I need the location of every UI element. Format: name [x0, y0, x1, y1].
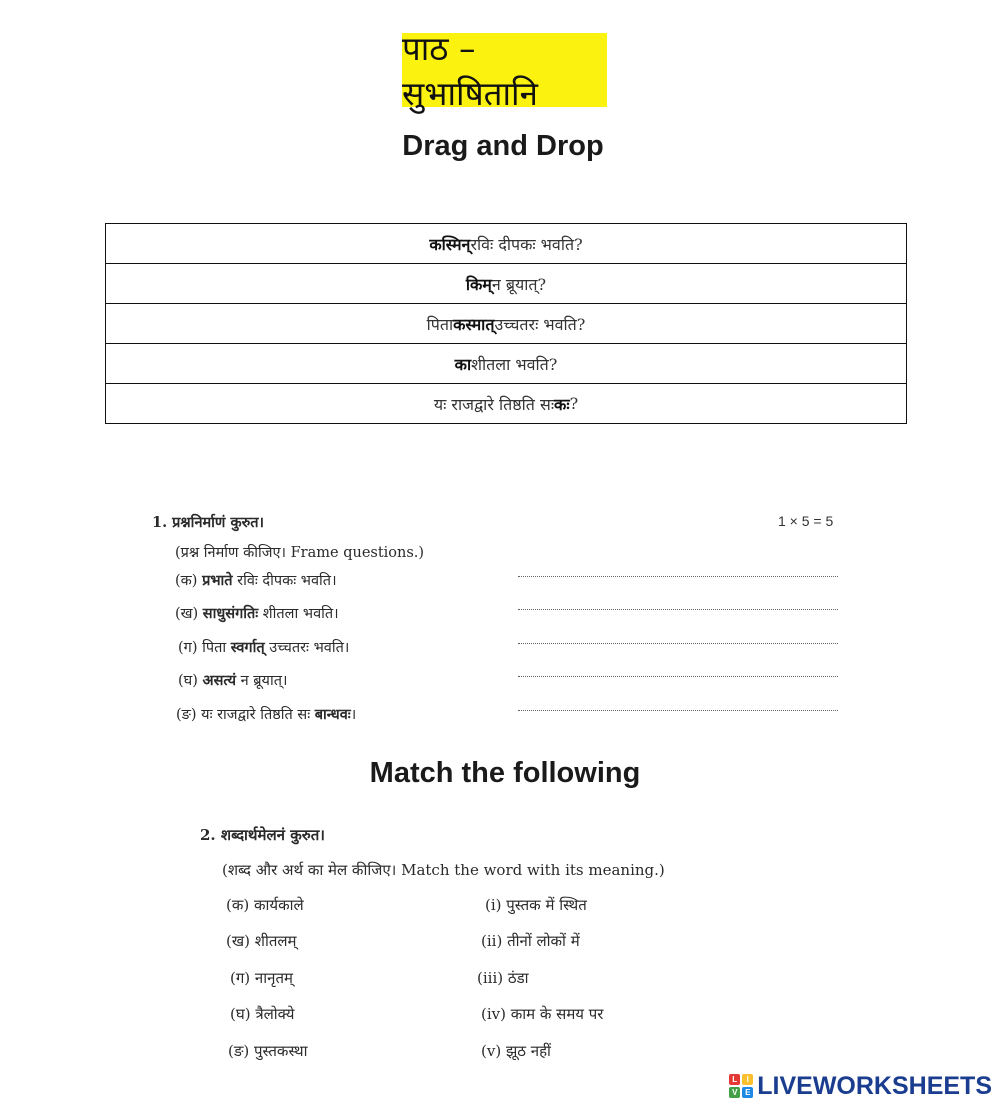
row-keyword: किम् [465, 274, 492, 294]
item-label: (घ) [178, 673, 198, 689]
question-item [178, 637, 349, 657]
logo-cell: V [729, 1087, 740, 1098]
table-row[interactable] [106, 304, 906, 344]
table-row[interactable] [106, 264, 906, 304]
item-text: । [350, 707, 357, 723]
table-row[interactable] [106, 224, 906, 264]
drag-drop-heading: Drag and Drop [402, 130, 604, 162]
title-box [402, 29, 607, 113]
section1-title: 1. प्रश्ननिर्माणं कुरुत। [152, 514, 265, 531]
item-label: (ग) [178, 640, 198, 656]
logo-cell: I [742, 1074, 753, 1085]
row-keyword: कः [554, 394, 570, 414]
question-item [178, 670, 287, 690]
row-keyword: कस्मिन् [429, 234, 471, 254]
item-keyword: स्वर्गात् [230, 639, 265, 656]
item-label: (ख) [175, 606, 199, 622]
match-left-item[interactable]: (क) कार्यकाले [226, 896, 304, 914]
item-text: न ब्रूयात्। [236, 673, 288, 689]
logo-grid-icon [729, 1074, 753, 1098]
match-left-item[interactable]: (ख) शीतलम् [226, 932, 297, 950]
match-left-item[interactable]: (ग) नानृतम् [230, 969, 293, 987]
section2-title: 2. शब्दार्थमेलनं कुरुत। [200, 826, 325, 844]
item-label: (ङ) [176, 707, 197, 723]
answer-line[interactable] [518, 609, 838, 610]
question-table [105, 223, 907, 424]
row-text: उच्चतरः भवति? [494, 314, 586, 334]
logo-text: LIVEWORKSHEETS [757, 1071, 992, 1100]
row-text: पिता [426, 314, 454, 334]
row-text: शीतला भवति? [471, 354, 558, 374]
item-keyword: बान्धवः [314, 706, 351, 723]
page-title: पाठ – सुभाषितानि [402, 29, 538, 113]
item-text: रविः दीपकः भवति। [232, 573, 337, 589]
answer-line[interactable] [518, 643, 838, 644]
match-left-item[interactable]: (घ) त्रैलोक्ये [230, 1005, 295, 1023]
item-text: उच्चतरः भवति। [264, 640, 350, 656]
item-text: शीतला भवति। [258, 606, 339, 622]
match-right-item[interactable]: (iv) काम के समय पर [481, 1005, 604, 1023]
match-right-item[interactable]: (iii) ठंडा [477, 969, 529, 987]
answer-line[interactable] [518, 676, 838, 677]
item-label: (क) [175, 573, 198, 589]
row-text: ? [569, 394, 579, 413]
liveworksheets-logo [729, 1071, 992, 1101]
table-row[interactable] [106, 384, 906, 423]
logo-cell: L [729, 1074, 740, 1085]
section2-instruction: (शब्द और अर्थ का मेल कीजिए। Match the word with its meaning.) [222, 861, 665, 879]
question-item [175, 603, 339, 623]
section1-score: 1 × 5 = 5 [778, 513, 834, 529]
row-text: न ब्रूयात्? [491, 274, 547, 294]
logo-cell: E [742, 1087, 753, 1098]
match-left-item[interactable]: (ङ) पुस्तकस्था [228, 1042, 308, 1060]
item-text: पिता [202, 640, 231, 656]
question-item [175, 570, 337, 590]
match-right-item[interactable]: (ii) तीनों लोकों में [481, 932, 580, 950]
section1-instruction: (प्रश्न निर्माण कीजिए। Frame questions.) [175, 545, 425, 561]
item-keyword: प्रभाते [202, 572, 233, 589]
row-keyword: कस्मात् [453, 314, 495, 334]
row-text: यः राजद्वारे तिष्ठति सः [433, 394, 555, 414]
match-right-item[interactable]: (i) पुस्तक में स्थित [485, 896, 587, 914]
question-item [176, 704, 356, 724]
match-right-item[interactable]: (v) झूठ नहीं [481, 1042, 551, 1060]
row-text: रविः दीपकः भवति? [470, 234, 583, 254]
table-row[interactable] [106, 344, 906, 384]
answer-line[interactable] [518, 710, 838, 711]
item-keyword: असत्यं [202, 672, 236, 689]
item-text: यः राजद्वारे तिष्ठति सः [201, 707, 315, 723]
item-keyword: साधुसंगतिः [202, 605, 259, 622]
answer-line[interactable] [518, 576, 838, 577]
match-heading: Match the following [369, 757, 641, 789]
row-keyword: का [454, 354, 472, 374]
